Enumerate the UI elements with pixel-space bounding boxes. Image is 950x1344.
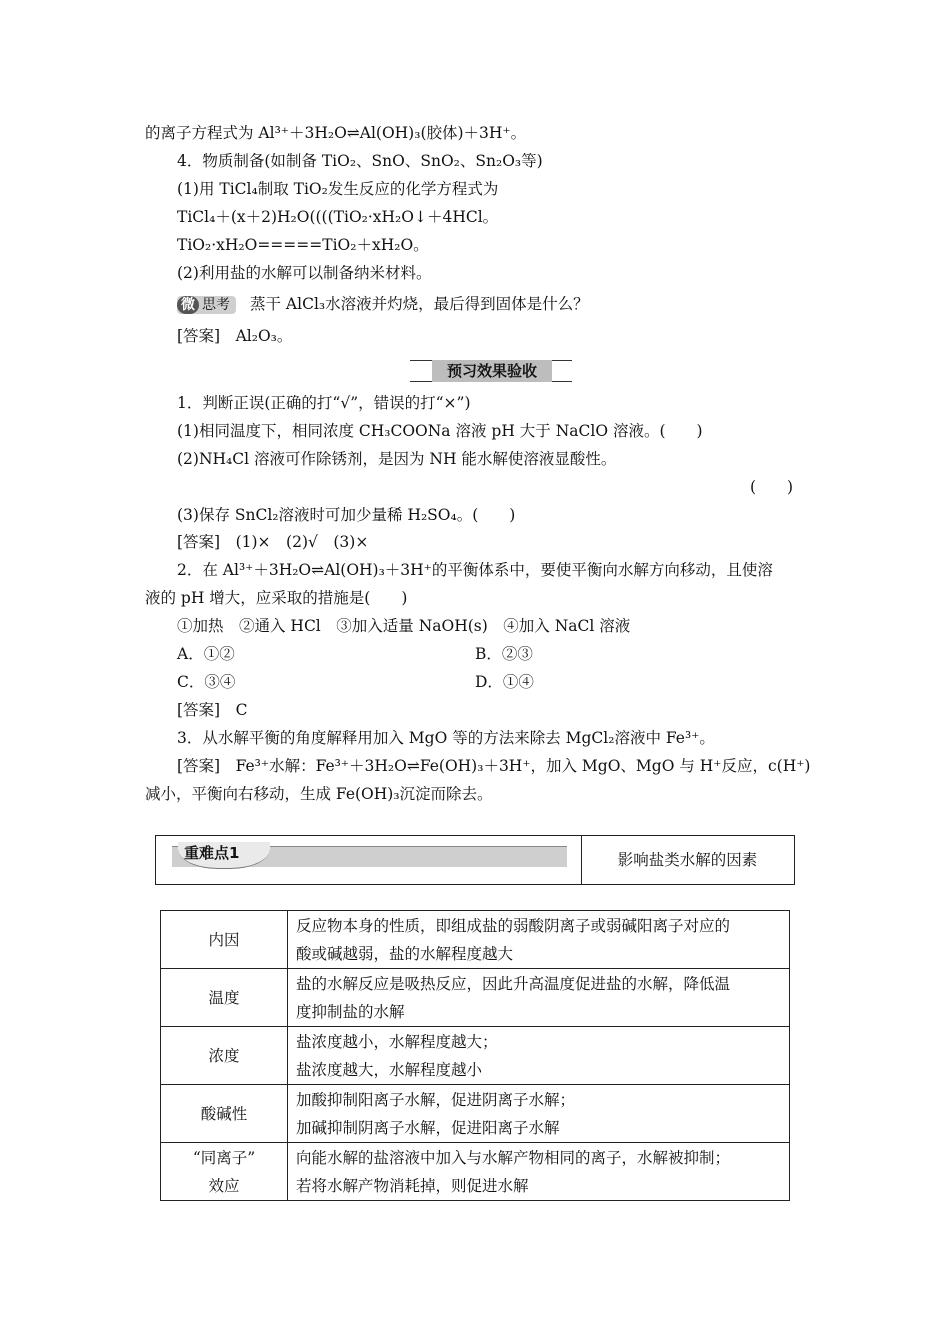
factor-desc: 盐的水解反应是吸热反应，因此升高温度促进盐的水解，降低温 度抑制盐的水解 — [288, 969, 790, 1027]
question-options: ①加热 ②通入 HCl ③加入适量 NaOH(s) ④加入 NaCl 溶液 — [177, 617, 631, 635]
think-question: 微 思考 蒸干 AlCl₃水溶液并灼烧，最后得到固体是什么？ — [177, 294, 589, 314]
text-line: 4．物质制备(如制备 TiO₂、SnO、SnO₂、Sn₂O₃等) — [177, 152, 543, 170]
key-point-badge: 重难点1 — [178, 842, 270, 869]
factor-key: 酸碱性 — [161, 1085, 288, 1143]
question-line: 液的 pH 增大，应采取的措施是( ) — [145, 589, 408, 607]
factor-key: 温度 — [161, 969, 288, 1027]
factor-key: 浓度 — [161, 1027, 288, 1085]
text-line: TiO₂·xH₂O=====TiO₂＋xH₂O。 — [177, 236, 429, 254]
factor-desc: 加酸抑制阳离子水解，促进阴离子水解； 加碱抑制阴离子水解，促进阳离子水解 — [288, 1085, 790, 1143]
question-line: (1)相同温度下，相同浓度 CH₃COONa 溶液 pH 大于 NaClO 溶液。( ) — [177, 422, 703, 440]
table-row — [161, 1143, 790, 1201]
text-line: (1)用 TiCl₄制取 TiO₂发生反应的化学方程式为 — [177, 180, 499, 198]
option-c: C．③④ — [177, 673, 236, 691]
answer-line: [答案] C — [177, 701, 248, 719]
factor-key: 内因 — [161, 911, 288, 969]
table-row — [161, 911, 790, 969]
answer-line: [答案] (1)× (2)√ (3)× — [177, 533, 369, 551]
factor-desc: 反应物本身的性质，即组成盐的弱酸阴离子或弱碱阳离子对应的 酸或碱越弱，盐的水解程度越大 — [288, 911, 790, 969]
table-row — [161, 969, 790, 1027]
key-point-header — [155, 835, 795, 885]
section-heading — [410, 360, 572, 382]
factors-table — [160, 910, 790, 1201]
answer-line: [答案] Al₂O₃。 — [177, 327, 293, 345]
factor-desc: 盐浓度越小，水解程度越大； 盐浓度越大，水解程度越小 — [288, 1027, 790, 1085]
question-line: 3．从水解平衡的角度解释用加入 MgO 等的方法来除去 MgCl₂溶液中 Fe³⁺。 — [177, 729, 715, 747]
answer-paren: ( ) — [750, 478, 794, 496]
table-row — [161, 1085, 790, 1143]
key-point-title: 影响盐类水解的因素 — [617, 851, 758, 869]
answer-line: [答案] Fe³⁺水解：Fe³⁺＋3H₂O⇌Fe(OH)₃＋3H⁺，加入 MgO、MgO 与 H⁺反应，c(H⁺) — [177, 757, 811, 775]
key-point-banner — [156, 836, 582, 884]
question-line: (2)NH₄Cl 溶液可作除锈剂，是因为 NH 能水解使溶液显酸性。 — [177, 450, 617, 468]
option-b: B．②③ — [475, 645, 533, 663]
text-line: (2)利用盐的水解可以制备纳米材料。 — [177, 264, 432, 282]
question-line: 1．判断正误(正确的打“√”，错误的打“×”) — [177, 394, 471, 412]
section-title: 预习效果验收 — [432, 360, 552, 382]
factor-key: “同离子” 效应 — [161, 1143, 288, 1201]
option-d: D．①④ — [475, 673, 534, 691]
text-line: 的离子方程式为 Al³⁺＋3H₂O⇌Al(OH)₃(胶体)＋3H⁺。 — [145, 124, 527, 142]
option-a: A．①② — [177, 645, 235, 663]
answer-line: 减小，平衡向右移动，生成 Fe(OH)₃沉淀而除去。 — [145, 785, 493, 803]
question-line: 2．在 Al³⁺＋3H₂O⇌Al(OH)₃＋3H⁺的平衡体系中，要使平衡向水解方向移动，且使溶 — [177, 561, 773, 579]
question-line: (3)保存 SnCl₂溶液时可加少量稀 H₂SO₄。( ) — [177, 506, 516, 524]
think-tag: 微 思考 — [177, 296, 236, 314]
factor-desc: 向能水解的盐溶液中加入与水解产物相同的离子，水解被抑制； 若将水解产物消耗掉，则促进水解 — [288, 1143, 790, 1201]
table-row — [161, 1027, 790, 1085]
text-line: TiCl₄＋(x＋2)H₂O((((TiO₂·xH₂O↓＋4HCl。 — [177, 208, 499, 226]
